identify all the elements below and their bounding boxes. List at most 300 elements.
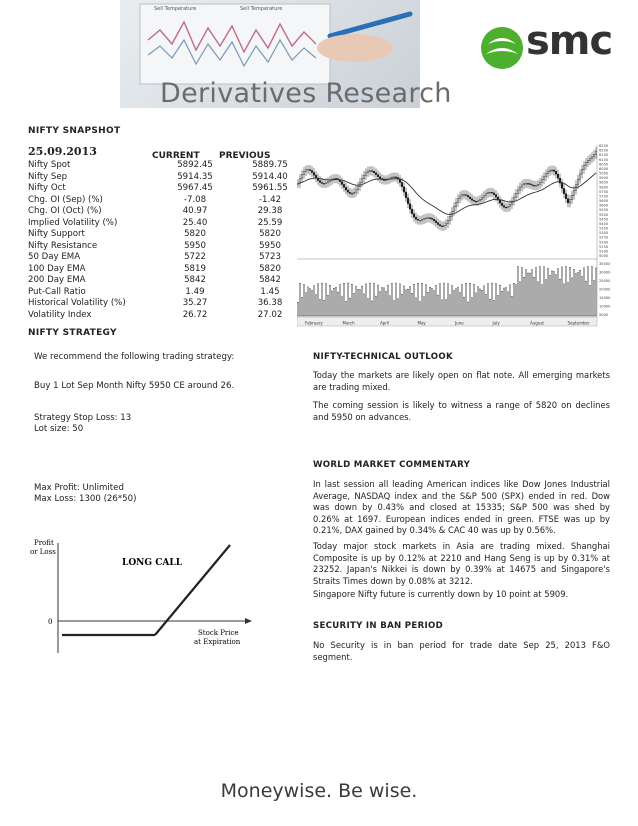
- strategy-title: NIFTY STRATEGY: [28, 328, 117, 338]
- volume-bar: [327, 295, 328, 316]
- col-previous-header: PREVIOUS: [219, 151, 271, 161]
- volume-bar: [401, 294, 402, 316]
- snapshot-row: [28, 252, 310, 264]
- candle-body: [519, 187, 520, 190]
- candle-body: [543, 177, 544, 180]
- candle-body: [505, 207, 506, 208]
- volume-bar: [339, 285, 340, 316]
- price-tick-label: 5900: [599, 176, 609, 181]
- candle-body: [509, 205, 510, 207]
- volume-bar: [489, 299, 490, 316]
- volume-bar: [479, 289, 480, 316]
- volume-bar: [545, 280, 546, 316]
- snapshot-label: Implied Volatility (%): [28, 217, 118, 228]
- snapshot-row: [28, 183, 310, 195]
- candle-body: [447, 220, 448, 223]
- volume-bar: [421, 283, 422, 316]
- volume-bar: [469, 283, 470, 316]
- volume-bar: [571, 278, 572, 316]
- volume-bar: [431, 288, 432, 316]
- snapshot-current: 5892.45: [177, 160, 213, 170]
- month-label: September: [567, 320, 590, 326]
- snapshot-current: 40.97: [182, 206, 208, 216]
- volume-bar: [535, 268, 536, 316]
- volume-bar: [537, 282, 538, 316]
- footer-tagline: Moneywise. Be wise.: [220, 780, 418, 802]
- snapshot-previous: 5723: [259, 252, 281, 262]
- price-tick-label: 5200: [599, 240, 609, 245]
- candle-body: [421, 220, 422, 221]
- candle-body: [479, 200, 480, 201]
- col-current-header: CURRENT: [152, 151, 200, 161]
- candle-body: [469, 197, 470, 199]
- candle-body: [437, 223, 438, 225]
- volume-bar: [333, 288, 334, 316]
- world-p1: In last session all leading American indices like Dow Jones Industrial Average, NASDAQ index and the S&P 500 (SPX) ended in red. Dow was down by 0.43% and closed at 15335; S&P 500 was shed by 0.26% at 1697. European indices ended in green. FTSE was up by 0.21%, DAX gained by 0.34% & CAC 40 was up by 0.56%.: [313, 479, 610, 535]
- candle-body: [361, 179, 362, 183]
- candle-body: [413, 214, 414, 217]
- candle-body: [475, 201, 476, 202]
- volume-bar: [429, 287, 430, 316]
- volume-bar: [477, 287, 478, 316]
- candle-body: [593, 155, 594, 157]
- price-tick-label: 5500: [599, 212, 609, 217]
- candle-body: [329, 180, 330, 181]
- volume-bar: [581, 276, 582, 316]
- volume-bar: [473, 284, 474, 316]
- snapshot-row: [28, 275, 310, 287]
- candle-body: [589, 159, 590, 161]
- candle-body: [491, 192, 492, 193]
- volume-bar: [455, 289, 456, 316]
- candle-body: [313, 173, 314, 176]
- price-tick-label: 5450: [599, 217, 609, 222]
- snapshot-current: 5820: [184, 229, 206, 239]
- volume-bar: [569, 267, 570, 316]
- candle-body: [499, 200, 500, 203]
- candle-body: [419, 220, 420, 221]
- candle-body: [477, 201, 478, 202]
- candle-body: [415, 217, 416, 219]
- volume-bar: [533, 277, 534, 316]
- strategy-trade: Buy 1 Lot Sep Month Nifty 5950 CE around 26.: [34, 381, 235, 391]
- volume-bar: [405, 290, 406, 316]
- candle-body: [379, 177, 380, 179]
- payoff-zero: 0: [48, 618, 53, 626]
- candle-body: [321, 182, 322, 183]
- candle-body: [525, 183, 526, 184]
- volume-bar: [357, 289, 358, 316]
- volume-bar: [385, 291, 386, 316]
- volume-bar: [471, 298, 472, 316]
- volume-bar: [397, 299, 398, 316]
- long-call-payoff-diagram: [30, 535, 270, 660]
- candle-body: [441, 226, 442, 227]
- candle-body: [557, 174, 558, 178]
- snapshot-row: [28, 298, 310, 310]
- candle-body: [489, 192, 490, 193]
- candle-body: [493, 193, 494, 195]
- candle-body: [577, 179, 578, 185]
- candle-body: [483, 196, 484, 198]
- volume-bar: [451, 286, 452, 316]
- volume-bar: [409, 287, 410, 316]
- volume-bar: [493, 300, 494, 316]
- volume-bar: [399, 284, 400, 316]
- snapshot-previous: 5914.40: [252, 171, 288, 182]
- price-tick-label: 5800: [599, 185, 609, 190]
- candle-body: [583, 166, 584, 170]
- volume-bar: [335, 287, 336, 316]
- snapshot-label: Nifty Support: [28, 229, 85, 239]
- volume-bar: [299, 283, 300, 316]
- candle-body: [395, 177, 396, 178]
- volume-bar: [591, 267, 592, 316]
- photo-label-1: Sell Temperature: [154, 6, 197, 12]
- snapshot-previous: -1.42: [258, 194, 282, 205]
- volume-tick-label: 30000: [599, 270, 611, 275]
- candle-body: [457, 199, 458, 203]
- volume-bar: [313, 286, 314, 316]
- volume-bar: [315, 295, 316, 316]
- price-tick-label: 6200: [599, 148, 609, 153]
- price-tick-label: 6000: [599, 166, 609, 171]
- volume-tick-label: 35000: [599, 262, 611, 266]
- month-label: February: [305, 320, 323, 326]
- snapshot-row: [28, 172, 310, 184]
- volume-bar: [585, 281, 586, 316]
- volume-bar: [527, 273, 528, 316]
- volume-bar: [417, 283, 418, 316]
- candle-body: [455, 202, 456, 206]
- volume-bar: [531, 270, 532, 316]
- price-tick-label: 5950: [599, 171, 609, 176]
- snapshot-label: Put-Call Ratio: [28, 286, 86, 297]
- candle-body: [467, 195, 468, 197]
- volume-bar: [503, 288, 504, 316]
- volume-bar: [301, 297, 302, 316]
- volume-bar: [549, 275, 550, 316]
- nifty-price-chart: [297, 141, 615, 331]
- price-tick-label: 5350: [599, 226, 609, 231]
- candle-body: [367, 171, 368, 173]
- volume-bar: [317, 284, 318, 316]
- volume-bar: [573, 269, 574, 316]
- candle-body: [449, 216, 450, 220]
- volume-bar: [553, 272, 554, 316]
- candle-body: [515, 194, 516, 198]
- candle-body: [427, 218, 428, 219]
- technical-title: NIFTY-TECHNICAL OUTLOOK: [313, 352, 453, 362]
- price-tick-label: 5050: [599, 254, 609, 258]
- candle-body: [539, 182, 540, 184]
- photo-label-2: Sell Temperature: [240, 6, 283, 12]
- snapshot-current: 5722: [184, 252, 206, 262]
- snapshot-previous: 5961.55: [252, 183, 288, 193]
- volume-bar: [439, 284, 440, 316]
- x-axis-arrow-icon: [245, 618, 252, 624]
- candle-body: [391, 177, 392, 178]
- volume-bar: [347, 283, 348, 316]
- candle-body: [401, 182, 402, 186]
- volume-bar: [523, 277, 524, 316]
- header-banner: [0, 0, 638, 108]
- candle-body: [341, 182, 342, 185]
- volume-bar: [329, 285, 330, 316]
- candle-body: [393, 177, 394, 178]
- volume-bar: [485, 294, 486, 316]
- ban-text: No Security is in ban period for trade date Sep 25, 2013 F&O segment.: [313, 640, 610, 662]
- logo-text: smc: [526, 18, 613, 64]
- candle-body: [513, 197, 514, 201]
- candle-body: [591, 157, 592, 159]
- strategy-max-profit: Max Profit: Unlimited: [34, 483, 124, 493]
- price-tick-label: 5850: [599, 180, 609, 185]
- month-label: March: [342, 320, 355, 326]
- volume-bar: [465, 283, 466, 316]
- volume-bar: [433, 291, 434, 316]
- world-title: WORLD MARKET COMMENTARY: [313, 460, 471, 470]
- candle-body: [581, 169, 582, 174]
- volume-tick-label: 10000: [599, 304, 611, 309]
- candle-body: [431, 218, 432, 219]
- candle-body: [365, 173, 366, 176]
- volume-bar: [363, 294, 364, 316]
- candle-body: [531, 185, 532, 186]
- snapshot-title: NIFTY SNAPSHOT: [28, 126, 121, 136]
- volume-bar: [351, 284, 352, 316]
- ema-line: [298, 173, 596, 215]
- volume-bar: [415, 298, 416, 316]
- banner-title: Derivatives Research: [160, 78, 452, 109]
- candle-body: [535, 185, 536, 186]
- volume-bar: [305, 293, 306, 316]
- candle-body: [325, 183, 326, 184]
- volume-bar: [555, 275, 556, 316]
- candle-body: [503, 206, 504, 208]
- price-tick-label: 6150: [599, 153, 609, 158]
- candle-body: [587, 160, 588, 162]
- candle-body: [551, 170, 552, 171]
- candle-body: [595, 152, 596, 155]
- candle-body: [323, 183, 324, 184]
- candle-body: [351, 193, 352, 194]
- volume-bar: [481, 290, 482, 316]
- candle-body: [407, 198, 408, 204]
- world-p3: Singapore Nifty future is currently down by 10 point at 5909.: [313, 589, 569, 599]
- snapshot-previous: 36.38: [257, 298, 283, 308]
- volume-bar: [491, 283, 492, 316]
- candle-body: [527, 183, 528, 184]
- month-label: June: [455, 320, 464, 326]
- candle-body: [533, 185, 534, 186]
- snapshot-previous: 5842: [259, 275, 281, 285]
- candle-body: [563, 188, 564, 193]
- volume-bar: [579, 270, 580, 316]
- candle-body: [369, 171, 370, 172]
- snapshot-table: [28, 160, 310, 321]
- snapshot-label: 200 Day EMA: [28, 275, 86, 285]
- payoff-title: LONG CALL: [122, 558, 183, 568]
- candle-body: [485, 194, 486, 196]
- volume-bar: [341, 297, 342, 316]
- technical-p2: The coming session is likely to witness a range of 5820 on declines and 5950 on advances.: [313, 400, 610, 422]
- strategy-lot-size: Lot size: 50: [34, 424, 84, 434]
- month-label: May: [417, 320, 426, 326]
- price-tick-label: 6100: [599, 157, 609, 162]
- volume-bar: [361, 286, 362, 316]
- volume-bar: [575, 274, 576, 316]
- volume-bar: [587, 267, 588, 316]
- candle-body: [567, 199, 568, 203]
- payoff-ylabel-1: Profit: [34, 539, 54, 547]
- snapshot-previous: 1.45: [260, 286, 280, 297]
- candle-body: [403, 187, 404, 192]
- hand-shape: [317, 34, 393, 62]
- volume-bar: [497, 296, 498, 316]
- volume-bar: [325, 284, 326, 316]
- candle-body: [541, 180, 542, 183]
- volume-tick-label: 20000: [599, 287, 611, 292]
- snapshot-label: Nifty Sep: [28, 171, 68, 182]
- candle-body: [481, 198, 482, 200]
- snapshot-current: 35.27: [182, 298, 208, 308]
- volume-bar: [513, 283, 514, 316]
- volume-bar: [593, 281, 594, 316]
- candle-body: [471, 199, 472, 201]
- volume-bar: [515, 285, 516, 316]
- snapshot-current: 25.40: [182, 217, 208, 228]
- candle-body: [303, 171, 304, 174]
- volume-bar: [547, 268, 548, 316]
- volume-bar: [435, 285, 436, 316]
- snapshot-current: 5967.45: [177, 183, 213, 193]
- volume-bar: [501, 291, 502, 316]
- price-tick-label: 5650: [599, 199, 609, 203]
- strategy-max-loss: Max Loss: 1300 (26*50): [34, 494, 137, 504]
- candle-body: [545, 174, 546, 177]
- candle-body: [461, 195, 462, 196]
- candle-body: [355, 190, 356, 192]
- snapshot-row: [28, 241, 310, 253]
- candle-body: [345, 187, 346, 190]
- volume-bar: [423, 297, 424, 316]
- snapshot-current: 5950: [184, 240, 206, 251]
- candle-body: [429, 218, 430, 219]
- snapshot-current: 5819: [184, 263, 206, 274]
- volume-bar: [495, 283, 496, 316]
- volume-bar: [323, 300, 324, 316]
- price-tick-label: 6250: [599, 144, 609, 148]
- candle-body: [445, 224, 446, 226]
- volume-tick-label: 5000: [599, 313, 609, 317]
- volume-bar: [343, 283, 344, 316]
- candle-body: [465, 195, 466, 196]
- snapshot-current: -7.08: [183, 194, 207, 205]
- volume-bar: [403, 286, 404, 316]
- candle-body: [349, 192, 350, 193]
- volume-bar: [459, 293, 460, 316]
- volume-bar: [557, 269, 558, 316]
- volume-bar: [517, 267, 518, 316]
- price-tick-label: 5150: [599, 244, 609, 249]
- volume-bar: [443, 283, 444, 316]
- snapshot-current: 5914.35: [177, 171, 213, 182]
- technical-p1: Today the markets are likely open on flat note. All emerging markets are trading mixed.: [313, 370, 610, 392]
- snapshot-label: Chg. OI (Oct) (%): [28, 206, 102, 216]
- candle-body: [433, 219, 434, 221]
- volume-bar: [509, 285, 510, 316]
- snapshot-row: [28, 218, 310, 230]
- candle-body: [417, 219, 418, 220]
- volume-bar: [511, 296, 512, 316]
- volume-bar: [539, 267, 540, 316]
- payoff-ylabel-2: or Loss: [30, 548, 56, 556]
- volume-bar: [355, 286, 356, 316]
- volume-bar: [525, 270, 526, 316]
- volume-bar: [519, 282, 520, 316]
- volume-bar: [559, 279, 560, 316]
- snapshot-row: [28, 195, 310, 207]
- volume-bar: [337, 292, 338, 316]
- price-tick-label: 5400: [599, 221, 609, 226]
- candle-body: [347, 190, 348, 192]
- candle-body: [333, 178, 334, 179]
- candle-body: [377, 175, 378, 177]
- volume-bar: [365, 284, 366, 316]
- candle-body: [371, 171, 372, 172]
- volume-bar: [467, 302, 468, 316]
- candle-body: [537, 184, 538, 185]
- candle-body: [453, 207, 454, 212]
- volume-bar: [447, 284, 448, 316]
- candle-body: [495, 195, 496, 198]
- world-p2: Today major stock markets in Asia are trading mixed. Shanghai Composite is up by 0.12% at 2210 and Hang Seng is up by 0.31% at 23252. Japan's Nikkei is down by 0.39% at 14675 and Singapore's Straits Times down by 0.08% at 3212.: [313, 541, 610, 586]
- volume-bar: [349, 298, 350, 316]
- payoff-xlabel-2: at Expiration: [194, 638, 241, 646]
- candle-body: [463, 195, 464, 196]
- snapshot-previous: 29.38: [257, 206, 283, 216]
- candle-body: [561, 183, 562, 188]
- candle-body: [501, 203, 502, 206]
- candle-body: [487, 193, 488, 194]
- volume-bar: [375, 296, 376, 316]
- volume-bar: [529, 273, 530, 316]
- snapshot-label: 100 Day EMA: [28, 263, 86, 274]
- snapshot-row: [28, 310, 310, 322]
- volume-bar: [331, 291, 332, 316]
- snapshot-previous: 5820: [259, 263, 281, 274]
- candle-body: [309, 169, 310, 170]
- snapshot-row: [28, 160, 310, 172]
- snapshot-row: [28, 287, 310, 299]
- snapshot-label: Chg. OI (Sep) (%): [28, 194, 103, 205]
- volume-bar: [449, 295, 450, 316]
- payoff-xlabel-1: Stock Price: [198, 629, 239, 637]
- volume-bar: [359, 290, 360, 316]
- candle-body: [439, 225, 440, 226]
- month-label: August: [530, 320, 544, 326]
- candle-body: [423, 219, 424, 220]
- snapshot-previous: 5950: [259, 240, 281, 251]
- price-tick-label: 5600: [599, 203, 609, 208]
- candle-body: [373, 171, 374, 172]
- candle-body: [301, 174, 302, 178]
- candle-body: [357, 186, 358, 189]
- candle-body: [409, 204, 410, 209]
- volume-bar: [373, 283, 374, 316]
- price-tick-label: 5750: [599, 189, 609, 194]
